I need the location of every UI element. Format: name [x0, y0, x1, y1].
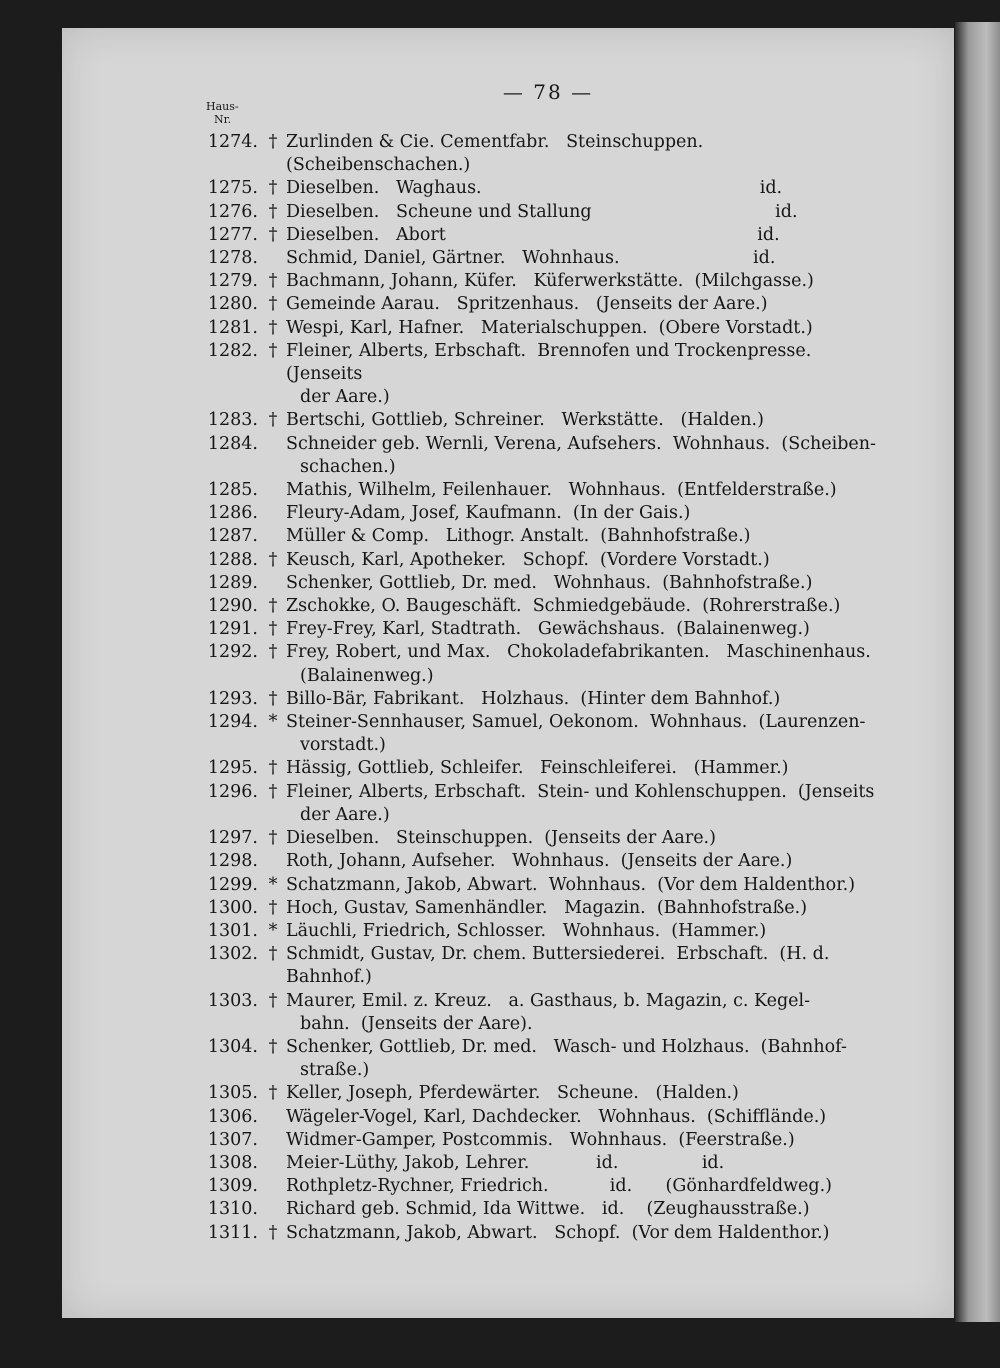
entry-text: Wespi, Karl, Hafner. Materialschuppen. (Obere Vorstadt.) [286, 317, 813, 338]
register-entry [0, 711, 1000, 734]
entry-mark: † [268, 758, 278, 779]
entry-mark [260, 525, 286, 548]
entry-text: Widmer-Gamper, Postcommis. Wohnhaus. (Feerstraße.) [286, 1129, 795, 1150]
entry-text: schachen.) [300, 456, 396, 477]
house-number: 1308. [207, 1152, 258, 1173]
entry-text: Gemeinde Aarau. Spritzenhaus. (Jenseits der Aare.) [286, 294, 768, 315]
entry-mark: * [268, 874, 278, 895]
house-number: 1295. [207, 758, 258, 779]
entry-text: Hässig, Gottlieb, Schleifer. Feinschleiferei. (Hammer.) [286, 758, 789, 779]
register-entry [0, 781, 1000, 804]
house-number: 1278. [207, 248, 258, 269]
register-entry [0, 874, 1000, 897]
entry-text: Hoch, Gustav, Samenhändler. Magazin. (Bahnhofstraße.) [286, 897, 808, 918]
entry-mark [260, 1175, 286, 1198]
register-entry-continuation [0, 734, 1000, 757]
register-entry [0, 409, 1000, 432]
house-number: 1281. [207, 317, 258, 338]
entry-mark: † [268, 781, 278, 802]
register-entry [0, 1106, 1000, 1129]
entry-mark [260, 850, 286, 873]
entry-mark: † [268, 990, 278, 1011]
register-entry [0, 990, 1000, 1013]
entry-mark: * [268, 712, 278, 733]
register-entry [0, 317, 1000, 340]
register-entry [0, 549, 1000, 572]
register-entry-continuation [0, 386, 1000, 409]
register-entry-continuation [0, 665, 1000, 688]
register-entry-continuation [0, 456, 1000, 479]
house-number: 1309. [207, 1176, 258, 1197]
house-number: 1305. [207, 1083, 258, 1104]
entry-text: Schenker, Gottlieb, Dr. med. Wasch- und Holzhaus. (Bahnhof- [286, 1036, 847, 1057]
register-entry [0, 433, 1000, 456]
register-entry [0, 270, 1000, 293]
house-number: 1287. [207, 526, 258, 547]
register-entry [0, 618, 1000, 641]
house-number: 1292. [207, 642, 258, 663]
entry-mark [260, 572, 286, 595]
entry-text: Zschokke, O. Baugeschäft. Schmiedgebäude. (Rohrerstraße.) [286, 596, 841, 617]
entry-text: Schatzmann, Jakob, Abwart. Schopf. (Vor dem Haldenthor.) [286, 1222, 830, 1243]
register-entry [0, 525, 1000, 548]
register-entry [0, 1222, 1000, 1245]
house-number: 1303. [207, 990, 258, 1011]
house-number [0, 665, 260, 688]
house-number: 1306. [207, 1106, 258, 1127]
register-entry-continuation [0, 1059, 1000, 1082]
register-entry [0, 850, 1000, 873]
house-number: 1276. [207, 201, 258, 222]
register-entry [0, 479, 1000, 502]
entry-text: Dieselben. Steinschuppen. (Jenseits der Aare.) [286, 828, 716, 849]
house-number: 1298. [207, 851, 258, 872]
house-number: 1311. [207, 1222, 258, 1243]
house-number [0, 1013, 260, 1036]
register-entry [0, 201, 1000, 224]
register-entry [0, 1082, 1000, 1105]
entry-mark [260, 479, 286, 502]
entry-mark: † [268, 340, 278, 361]
register-entry [0, 688, 1000, 711]
entry-mark [260, 1198, 286, 1221]
house-number: 1294. [207, 712, 258, 733]
entry-mark [260, 247, 286, 270]
house-number: 1291. [207, 619, 258, 640]
register-entry [0, 1036, 1000, 1059]
house-number: 1300. [207, 897, 258, 918]
register-entry [0, 897, 1000, 920]
entry-mark: † [268, 619, 278, 640]
house-number: 1275. [207, 178, 258, 199]
column-header [206, 100, 239, 126]
entry-text: Bertschi, Gottlieb, Schreiner. Werkstätte. (Halden.) [286, 410, 764, 431]
entry-text: Schatzmann, Jakob, Abwart. Wohnhaus. (Vor dem Haldenthor.) [286, 874, 856, 895]
entry-text: Frey, Robert, und Max. Chokoladefabrikanten. Maschinenhaus. [286, 642, 871, 663]
entry-text: Dieselben. Abort id. [286, 224, 780, 245]
entry-text: Schenker, Gottlieb, Dr. med. Wohnhaus. (Bahnhofstraße.) [286, 572, 813, 593]
entry-text: Dieselben. Waghaus. id. [286, 178, 783, 199]
house-number [0, 456, 260, 479]
register-entry [0, 757, 1000, 780]
house-number: 1301. [207, 920, 258, 941]
register-entry [0, 340, 1000, 386]
entry-mark: † [268, 201, 278, 222]
house-number: 1277. [207, 224, 258, 245]
entry-mark [260, 433, 286, 456]
house-number: 1297. [207, 828, 258, 849]
entry-text: Steiner-Sennhauser, Samuel, Oekonom. Wohnhaus. (Laurenzen- [286, 712, 866, 733]
entry-mark: † [268, 897, 278, 918]
entry-text: der Aare.) [300, 804, 390, 825]
entry-text: Müller & Comp. Lithogr. Anstalt. (Bahnhofstraße.) [286, 526, 751, 547]
register-entry [0, 293, 1000, 316]
house-number: 1296. [207, 781, 258, 802]
register-entry-continuation [0, 804, 1000, 827]
entry-text: Richard geb. Schmid, Ida Wittwe. id. (Zeughausstraße.) [286, 1199, 810, 1220]
entry-mark: † [268, 224, 278, 245]
entry-mark: * [268, 920, 278, 941]
entry-mark: † [268, 271, 278, 292]
entry-text: Frey-Frey, Karl, Stadtrath. Gewächshaus. (Balainenweg.) [286, 619, 810, 640]
register-entry [0, 572, 1000, 595]
entry-mark: † [268, 1036, 278, 1057]
register-entry [0, 1129, 1000, 1152]
entry-text: straße.) [300, 1060, 370, 1081]
entry-text: Schmid, Daniel, Gärtner. Wohnhaus. id. [286, 248, 776, 269]
house-number [0, 804, 260, 827]
entry-mark: † [268, 178, 278, 199]
entry-mark: † [268, 294, 278, 315]
entry-text: der Aare.) [300, 387, 390, 408]
entry-text: Zurlinden & Cie. Cementfabr. Steinschuppen. (Scheibenschachen.) [286, 132, 720, 176]
register-entry [0, 641, 1000, 664]
entry-text: Schneider geb. Wernli, Verena, Aufsehers. Wohnhaus. (Scheiben- [286, 433, 876, 454]
entry-text: Billo-Bär, Fabrikant. Holzhaus. (Hinter dem Bahnhof.) [286, 688, 781, 709]
house-number: 1285. [207, 480, 258, 501]
register-entry [0, 1152, 1000, 1175]
entry-text: (Balainenweg.) [300, 665, 434, 686]
entry-mark: † [268, 944, 278, 965]
entry-mark: † [268, 688, 278, 709]
entry-mark: † [268, 1083, 278, 1104]
house-number: 1280. [207, 294, 258, 315]
column-header-line1: Haus- [206, 100, 239, 113]
house-number: 1286. [207, 503, 258, 524]
house-number: 1289. [207, 572, 258, 593]
entry-text: Fleiner, Alberts, Erbschaft. Brennofen und Trockenpresse. (Jenseits [286, 340, 823, 385]
house-number [0, 734, 260, 757]
entry-mark: † [268, 410, 278, 431]
house-number: 1307. [207, 1129, 258, 1150]
entry-mark [260, 1152, 286, 1175]
entry-mark: † [268, 642, 278, 663]
entry-text: Keller, Joseph, Pferdewärter. Scheune. (Halden.) [286, 1083, 739, 1104]
register-entry [0, 1175, 1000, 1198]
house-number: 1299. [207, 874, 258, 895]
entry-mark: † [268, 317, 278, 338]
house-number: 1279. [207, 271, 258, 292]
entry-text: Schmidt, Gustav, Dr. chem. Buttersiederei. Erbschaft. (H. d. Bahnhof.) [286, 944, 835, 988]
entry-mark [260, 502, 286, 525]
house-number: 1304. [207, 1036, 258, 1057]
register-entry [0, 920, 1000, 943]
register-entry [0, 827, 1000, 850]
register-entry [0, 224, 1000, 247]
house-number: 1283. [207, 410, 258, 431]
entry-text: Bachmann, Johann, Küfer. Küferwerkstätte. (Milchgasse.) [286, 271, 814, 292]
house-number: 1302. [207, 944, 258, 965]
entry-mark: † [268, 549, 278, 570]
entry-text: Dieselben. Scheune und Stallung id. [286, 201, 798, 222]
entry-mark [260, 1129, 286, 1152]
house-number: 1284. [207, 433, 258, 454]
house-register-list [0, 131, 1000, 1245]
register-entry [0, 943, 1000, 989]
house-number: 1282. [207, 340, 258, 361]
house-number: 1290. [207, 596, 258, 617]
house-number: 1310. [207, 1199, 258, 1220]
house-number: 1274. [207, 132, 258, 152]
entry-mark [260, 1106, 286, 1129]
entry-text: Maurer, Emil. z. Kreuz. a. Gasthaus, b. Magazin, c. Kegel- [286, 990, 811, 1011]
house-number [0, 1059, 260, 1082]
entry-text: Mathis, Wilhelm, Feilenhauer. Wohnhaus. (Entfelderstraße.) [286, 480, 837, 501]
entry-text: Fleury-Adam, Josef, Kaufmann. (In der Gais.) [286, 503, 691, 524]
register-entry [0, 247, 1000, 270]
register-entry [0, 595, 1000, 618]
house-number: 1288. [207, 549, 258, 570]
entry-text: Meier-Lüthy, Jakob, Lehrer. id. id. [286, 1152, 725, 1173]
register-entry-continuation [0, 1013, 1000, 1036]
entry-text: Fleiner, Alberts, Erbschaft. Stein- und Kohlenschuppen. (Jenseits [286, 781, 875, 802]
entry-text: Wägeler-Vogel, Karl, Dachdecker. Wohnhaus. (Schifflände.) [286, 1106, 827, 1127]
entry-mark: † [268, 828, 278, 849]
entry-text: vorstadt.) [300, 735, 386, 756]
house-number [0, 386, 260, 409]
entry-text: Keusch, Karl, Apotheker. Schopf. (Vordere Vorstadt.) [286, 549, 770, 570]
page-number: — 78 — [502, 80, 594, 104]
entry-text: bahn. (Jenseits der Aare). [300, 1013, 533, 1034]
entry-text: Roth, Johann, Aufseher. Wohnhaus. (Jenseits der Aare.) [286, 851, 793, 872]
column-header-line2: Nr. [214, 113, 232, 126]
register-entry [0, 177, 1000, 200]
register-entry [0, 131, 1000, 177]
entry-text: Läuchli, Friedrich, Schlosser. Wohnhaus. (Hammer.) [286, 920, 767, 941]
entry-mark: † [268, 596, 278, 617]
entry-mark: † [268, 132, 278, 152]
entry-mark: † [268, 1222, 278, 1243]
register-entry [0, 1198, 1000, 1221]
entry-text: Rothpletz-Rychner, Friedrich. id. (Gönhardfeldweg.) [286, 1176, 832, 1197]
house-number: 1293. [207, 688, 258, 709]
register-entry [0, 502, 1000, 525]
